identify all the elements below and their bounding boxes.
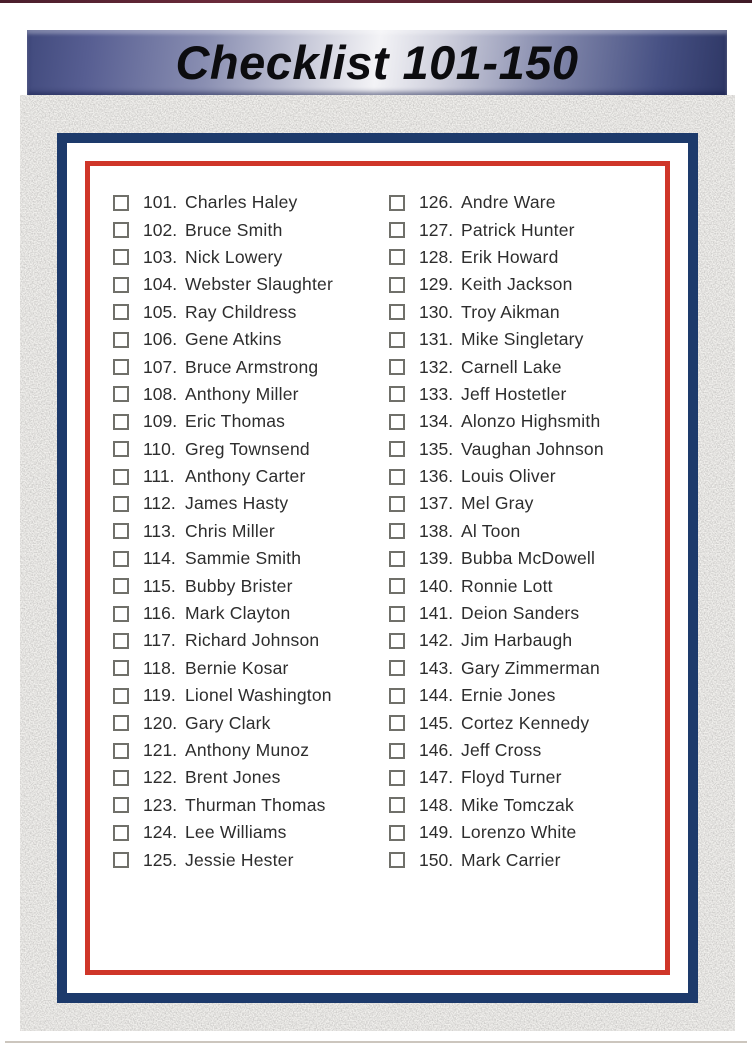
checklist-row <box>389 627 604 654</box>
checkbox-icon[interactable] <box>113 825 129 841</box>
checklist-row <box>389 436 604 463</box>
checkbox-icon[interactable] <box>113 249 129 265</box>
checkbox-icon[interactable] <box>389 222 405 238</box>
checklist-row <box>113 189 333 216</box>
player-name: Ernie Jones <box>461 685 556 706</box>
checklist-row <box>389 764 604 791</box>
card-top-edge-line <box>0 0 752 3</box>
player-name: Floyd Turner <box>461 767 562 788</box>
player-name: Chris Miller <box>185 520 275 541</box>
item-number: 134. <box>419 411 454 432</box>
checkbox-icon[interactable] <box>389 715 405 731</box>
checklist-row <box>389 846 604 873</box>
checkbox-icon[interactable] <box>389 797 405 813</box>
item-number: 132. <box>419 356 454 377</box>
checkbox-icon[interactable] <box>389 770 405 786</box>
checklist-row <box>389 819 604 846</box>
checklist-row <box>113 326 333 353</box>
checklist-row <box>113 737 333 764</box>
player-name: Eric Thomas <box>185 411 286 432</box>
item-number: 116. <box>143 603 176 624</box>
checklist-row <box>113 271 333 298</box>
player-name: Gary Zimmerman <box>461 657 600 678</box>
checklist-row <box>113 244 333 271</box>
red-inner-frame <box>85 161 670 975</box>
item-number: 125. <box>143 849 178 870</box>
player-name: Jeff Cross <box>461 740 542 760</box>
checklist-row <box>389 682 604 709</box>
player-name: Vaughan Johnson <box>461 438 604 459</box>
checklist-row <box>113 792 333 819</box>
card-bottom-edge-line <box>5 1041 747 1043</box>
item-number: 139. <box>419 548 454 569</box>
checklist-row <box>113 381 333 408</box>
checkbox-icon[interactable] <box>113 441 129 457</box>
checklist-row <box>113 655 333 682</box>
checkbox-icon[interactable] <box>113 359 129 375</box>
title-banner <box>27 30 727 97</box>
checklist-row <box>389 381 604 408</box>
player-name: Brent Jones <box>185 767 281 788</box>
checklist-row <box>389 463 604 490</box>
player-name: Louis Oliver <box>461 466 556 487</box>
checkbox-icon[interactable] <box>113 195 129 211</box>
player-name: Bernie Kosar <box>185 657 289 678</box>
checklist-row <box>389 299 604 326</box>
checklist-row <box>389 518 604 545</box>
checklist-row <box>389 709 604 736</box>
item-number: 110. <box>143 438 176 459</box>
player-name: Jeff Hostetler <box>461 383 567 404</box>
player-name: Mike Tomczak <box>461 794 574 815</box>
checklist-row <box>389 572 604 599</box>
player-name: Lorenzo White <box>461 822 577 843</box>
checklist-row <box>389 189 604 216</box>
checkbox-icon[interactable] <box>113 715 129 731</box>
navy-frame <box>57 133 698 1003</box>
player-name: Anthony Miller <box>185 383 299 404</box>
checkbox-icon[interactable] <box>389 469 405 485</box>
item-number: 115. <box>143 575 176 596</box>
item-number: 129. <box>419 274 454 295</box>
checklist-row <box>113 627 333 654</box>
checklist-row <box>113 216 333 243</box>
checklist-row <box>113 682 333 709</box>
checkbox-icon[interactable] <box>389 633 405 649</box>
player-name: Greg Townsend <box>185 438 310 459</box>
item-number: 137. <box>419 493 454 514</box>
player-name: Mel Gray <box>461 493 534 514</box>
item-number: 107. <box>143 356 178 377</box>
player-name: Jessie Hester <box>185 849 294 870</box>
checkbox-icon[interactable] <box>113 386 129 402</box>
player-name: Patrick Hunter <box>461 219 575 240</box>
checkbox-icon[interactable] <box>113 277 129 293</box>
card-title: Checklist 101-150 <box>175 36 579 89</box>
checkbox-icon[interactable] <box>113 770 129 786</box>
checkbox-icon[interactable] <box>113 633 129 649</box>
checkbox-icon[interactable] <box>389 578 405 594</box>
player-name: Anthony Munoz <box>185 740 310 760</box>
checkbox-icon[interactable] <box>389 304 405 320</box>
item-number: 146. <box>419 740 454 760</box>
checkbox-icon[interactable] <box>389 606 405 622</box>
checklist-row <box>389 326 604 353</box>
player-name: Thurman Thomas <box>185 794 326 815</box>
item-number: 120. <box>143 712 178 733</box>
checkbox-icon[interactable] <box>113 523 129 539</box>
item-number: 109. <box>143 411 178 432</box>
checkbox-icon[interactable] <box>389 660 405 676</box>
checkbox-icon[interactable] <box>113 797 129 813</box>
player-name: Lionel Washington <box>185 685 332 706</box>
player-name: Andre Ware <box>461 192 556 213</box>
checklist-row <box>113 490 333 517</box>
item-number: 126. <box>419 192 454 213</box>
checkbox-icon[interactable] <box>113 414 129 430</box>
player-name: Charles Haley <box>185 192 298 213</box>
checklist-row <box>113 436 333 463</box>
checkbox-icon[interactable] <box>389 551 405 567</box>
player-name: Troy Aikman <box>461 301 560 322</box>
checklist-row <box>113 463 333 490</box>
checkbox-icon[interactable] <box>113 688 129 704</box>
checkbox-icon[interactable] <box>389 414 405 430</box>
player-name: Deion Sanders <box>461 603 580 624</box>
item-number: 149. <box>419 822 454 843</box>
item-number: 131. <box>419 329 454 350</box>
player-name: Keith Jackson <box>461 274 573 295</box>
item-number: 111. <box>143 466 175 487</box>
checkbox-icon[interactable] <box>389 195 405 211</box>
checklist-row <box>389 545 604 572</box>
player-name: Erik Howard <box>461 246 559 267</box>
player-name: Richard Johnson <box>185 630 320 651</box>
player-name: Anthony Carter <box>185 466 306 487</box>
item-number: 113. <box>143 520 176 541</box>
item-number: 105. <box>143 301 178 322</box>
checkbox-icon[interactable] <box>113 496 129 512</box>
player-name: Bubby Brister <box>185 575 293 596</box>
player-name: Mark Clayton <box>185 603 291 624</box>
checkbox-icon[interactable] <box>389 688 405 704</box>
player-name: Gene Atkins <box>185 329 282 350</box>
player-name: Al Toon <box>461 520 521 541</box>
checkbox-icon[interactable] <box>113 469 129 485</box>
item-number: 128. <box>419 246 454 267</box>
item-number: 133. <box>419 383 454 404</box>
checkbox-icon[interactable] <box>113 551 129 567</box>
player-name: Bruce Armstrong <box>185 356 319 377</box>
item-number: 119. <box>143 685 176 706</box>
player-name: Jim Harbaugh <box>461 630 573 651</box>
item-number: 123. <box>143 794 178 815</box>
checkbox-icon[interactable] <box>389 386 405 402</box>
item-number: 142. <box>419 630 454 651</box>
checkbox-icon[interactable] <box>389 743 405 759</box>
item-number: 143. <box>419 657 454 678</box>
item-number: 147. <box>419 767 454 788</box>
item-number: 117. <box>143 630 176 651</box>
item-number: 135. <box>419 438 454 459</box>
checkbox-icon[interactable] <box>389 852 405 868</box>
player-name: Bubba McDowell <box>461 548 596 569</box>
player-name: Lee Williams <box>185 822 287 843</box>
checklist-row <box>389 655 604 682</box>
item-number: 104. <box>143 274 178 295</box>
checklist-row <box>113 846 333 873</box>
checklist-row <box>389 216 604 243</box>
checklist-row <box>389 353 604 380</box>
checkbox-icon[interactable] <box>389 496 405 512</box>
item-number: 101. <box>143 192 178 213</box>
item-number: 114. <box>143 548 176 569</box>
item-number: 150. <box>419 849 454 870</box>
checkbox-icon[interactable] <box>389 825 405 841</box>
checklist-row <box>113 709 333 736</box>
checklist-row <box>389 737 604 764</box>
checklist-row <box>113 518 333 545</box>
checklist-row <box>113 572 333 599</box>
item-number: 127. <box>419 219 454 240</box>
item-number: 130. <box>419 301 454 322</box>
checklist-row <box>113 353 333 380</box>
item-number: 118. <box>143 657 176 678</box>
checklist-row <box>389 271 604 298</box>
checkbox-icon[interactable] <box>113 332 129 348</box>
checklist-column-right <box>389 189 604 874</box>
player-name: Alonzo Highsmith <box>461 411 601 432</box>
checklist-area <box>90 166 665 970</box>
item-number: 148. <box>419 794 454 815</box>
item-number: 145. <box>419 712 454 733</box>
player-name: Sammie Smith <box>185 548 302 569</box>
item-number: 140. <box>419 575 454 596</box>
player-name: James Hasty <box>185 493 289 514</box>
item-number: 124. <box>143 822 178 843</box>
checkbox-icon[interactable] <box>113 743 129 759</box>
checklist-column-left <box>113 189 333 874</box>
item-number: 112. <box>143 493 176 514</box>
checklist-row <box>113 819 333 846</box>
player-name: Webster Slaughter <box>185 274 334 295</box>
player-name: Ray Childress <box>185 301 297 322</box>
checklist-row <box>389 490 604 517</box>
item-number: 103. <box>143 246 178 267</box>
checklist-row <box>389 244 604 271</box>
checklist-row <box>389 600 604 627</box>
checkbox-icon[interactable] <box>113 222 129 238</box>
checkbox-icon[interactable] <box>389 332 405 348</box>
checkbox-icon[interactable] <box>113 606 129 622</box>
item-number: 121. <box>143 740 178 760</box>
checklist-row <box>389 792 604 819</box>
checkbox-icon[interactable] <box>389 359 405 375</box>
item-number: 122. <box>143 767 178 788</box>
checkbox-icon[interactable] <box>113 852 129 868</box>
player-name: Gary Clark <box>185 712 271 733</box>
item-number: 138. <box>419 520 454 541</box>
checklist-row <box>113 600 333 627</box>
item-number: 136. <box>419 466 454 487</box>
item-number: 141. <box>419 603 454 624</box>
checklist-row <box>113 299 333 326</box>
item-number: 102. <box>143 219 178 240</box>
player-name: Mark Carrier <box>461 849 561 870</box>
checkbox-icon[interactable] <box>113 304 129 320</box>
checkbox-icon[interactable] <box>389 249 405 265</box>
item-number: 106. <box>143 329 178 350</box>
checklist-row <box>113 408 333 435</box>
player-name: Carnell Lake <box>461 356 562 377</box>
checklist-row <box>113 545 333 572</box>
player-name: Cortez Kennedy <box>461 712 590 733</box>
player-name: Bruce Smith <box>185 219 283 240</box>
checkbox-icon[interactable] <box>113 660 129 676</box>
player-name: Mike Singletary <box>461 329 584 350</box>
player-name: Nick Lowery <box>185 246 283 267</box>
checkbox-icon[interactable] <box>389 277 405 293</box>
checkbox-icon[interactable] <box>389 441 405 457</box>
checklist-row <box>389 408 604 435</box>
checklist-row <box>113 764 333 791</box>
item-number: 144. <box>419 685 454 706</box>
item-number: 108. <box>143 383 178 404</box>
player-name: Ronnie Lott <box>461 575 553 596</box>
checkbox-icon[interactable] <box>113 578 129 594</box>
checkbox-icon[interactable] <box>389 523 405 539</box>
